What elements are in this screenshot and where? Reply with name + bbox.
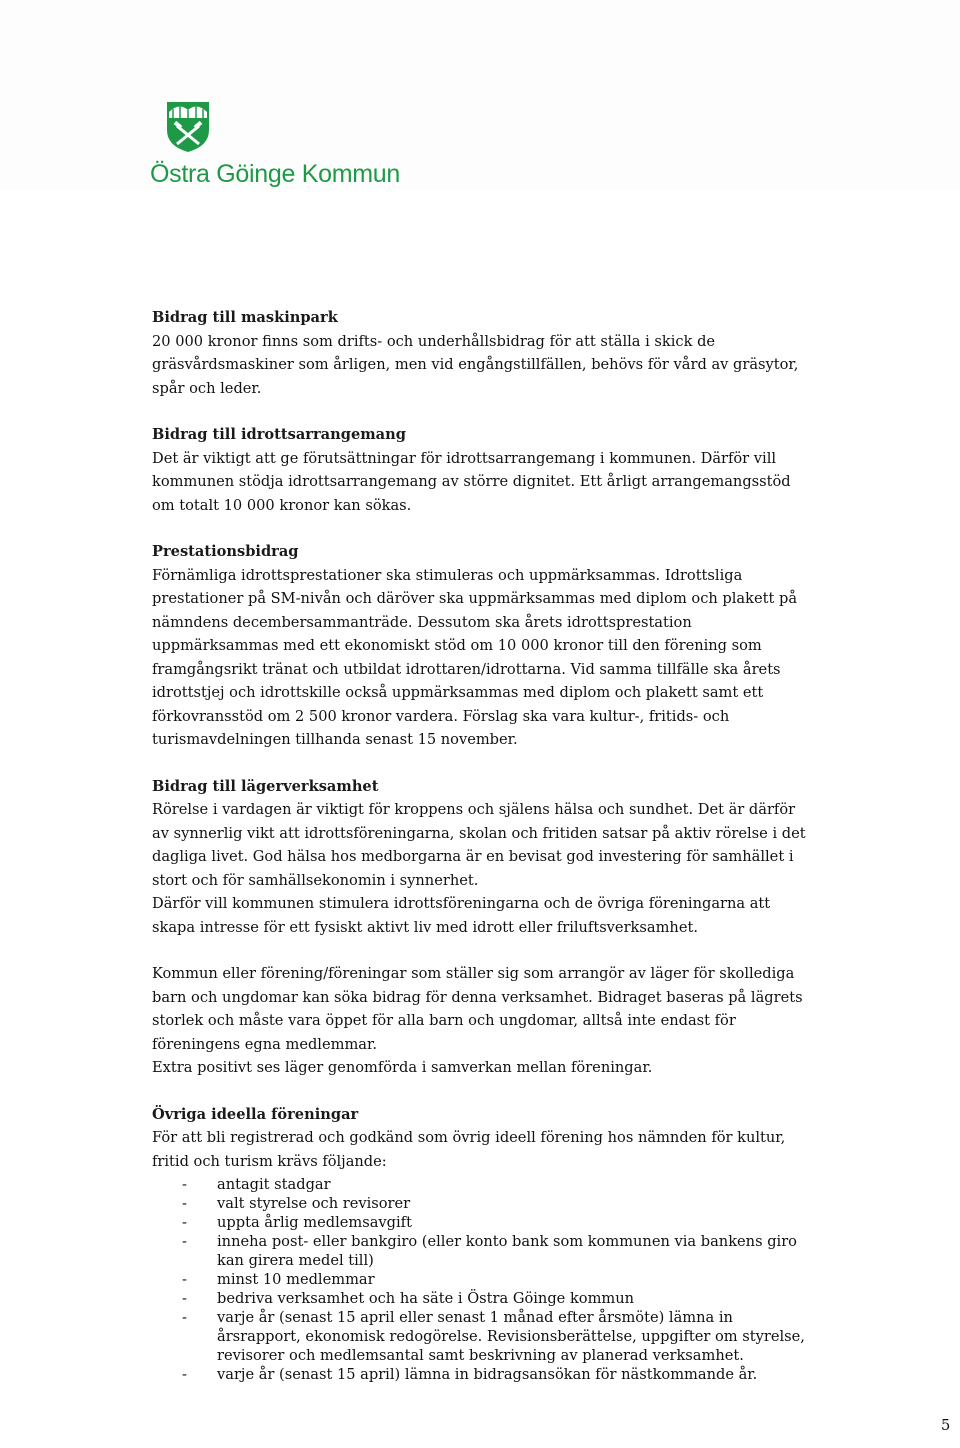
municipal-coat-of-arms-icon: [165, 100, 211, 154]
section-ovriga-ideella-foreningar: [152, 1103, 812, 1385]
list-item: - valt styrelse och revisorer: [152, 1194, 812, 1213]
list-item: - uppta årlig medlemsavgift: [152, 1213, 812, 1232]
list-item: - minst 10 medlemmar: [152, 1270, 812, 1289]
section-prestationsbidrag: [152, 540, 812, 752]
paragraph-spacer: [152, 939, 812, 962]
list-item: - bedriva verksamhet och ha säte i Östra Göinge kommun: [152, 1289, 812, 1308]
section-paragraph: Förnämliga idrottsprestationer ska stimuleras och uppmärksammas. Idrottsliga prestationer på SM-nivån och däröver ska uppmärksammas med diplom och plakett på nämndens decembersammanträde. Dessutom ska årets idrottsprestation uppmärksammas med ett ekonomiskt stöd om 10 000 kronor till den förening som framgångsrikt tränat och utbildat idrottaren/idrottarna. Vid samma tillfälle ska årets idrottstjej och idrottskille också uppmärksammas med diplom och plakett samt ett förkovransstöd om 2 500 kronor vardera. Förslag ska vara kultur-, fritids- och turismavdelningen tillhanda senast 15 november.: [152, 566, 798, 748]
section-paragraph: För att bli registrerad och godkänd som övrig ideell förening hos nämnden för kultur, fritid och turism krävs följande:: [152, 1129, 786, 1170]
list-item: - varje år (senast 15 april) lämna in bidragsansökan för nästkommande år.: [152, 1365, 812, 1384]
section-paragraph: Det är viktigt att ge förutsättningar för idrottsarrangemang i kommunen. Därför vill kommunen stödja idrottsarrangemang av större dignitet. Ett årligt arrangemangsstöd om totalt 10 000 kronor kan sökas.: [152, 449, 791, 514]
section-heading: Bidrag till idrottsarrangemang: [152, 426, 406, 443]
section-lagerverksamhet: [152, 775, 812, 1080]
list-item: - varje år (senast 15 april eller senast 1 månad efter årsmöte) lämna in årsrapport, ekonomisk redogörelse. Revisionsberättelse, uppgifter om styrelse, revisorer och medlemsantal samt beskrivning av planerad verksamhet.: [152, 1308, 812, 1365]
section-idrottsarrangemang: [152, 423, 812, 517]
section-heading: Prestationsbidrag: [152, 543, 299, 560]
document-body: [152, 306, 812, 1384]
requirements-list: [152, 1175, 812, 1384]
municipality-logo: [150, 100, 400, 189]
section-paragraph: Därför vill kommunen stimulera idrottsföreningarna och de övriga föreningarna att skapa intresse för ett fysiskt aktivt liv med idrott eller friluftsverksamhet.: [152, 895, 771, 936]
section-paragraph: Extra positivt ses läger genomförda i samverkan mellan föreningar.: [152, 1059, 653, 1076]
section-paragraph: Kommun eller förening/föreningar som ställer sig som arrangör av läger för skollediga barn och ungdomar kan söka bidrag för denna verksamhet. Bidraget baseras på lägrets storlek och måste vara öppet för alla barn och ungdomar, alltså inte endast för föreningens egna medlemmar.: [152, 965, 803, 1053]
section-heading: Övriga ideella föreningar: [152, 1105, 359, 1123]
section-paragraph: Rörelse i vardagen är viktigt för kroppens och själens hälsa och sundhet. Det är därför av synnerlig vikt att idrottsföreningarna, skolan och fritiden satsar på aktiv rörelse i det dagliga livet. God hälsa hos medborgarna är en bevisat god investering för samhället i stort och för samhällsekonomin i synnerhet.: [152, 801, 806, 889]
list-item: - inneha post- eller bankgiro (eller konto bank som kommunen via bankens giro kan girera medel till): [152, 1232, 812, 1270]
logo-text: Östra Göinge Kommun: [150, 160, 400, 188]
page-number: 5: [941, 1417, 951, 1434]
section-maskinpark: [152, 306, 812, 400]
section-heading: Bidrag till maskinpark: [152, 309, 338, 326]
section-heading: Bidrag till lägerverksamhet: [152, 777, 379, 795]
logo-band: [0, 0, 960, 190]
section-paragraph: 20 000 kronor finns som drifts- och underhållsbidrag för att ställa i skick de gräsvårdsmaskiner som årligen, men vid engångstillfällen, behövs för vård av gräsytor, spår och leder.: [152, 332, 799, 397]
list-item: - antagit stadgar: [152, 1175, 812, 1194]
